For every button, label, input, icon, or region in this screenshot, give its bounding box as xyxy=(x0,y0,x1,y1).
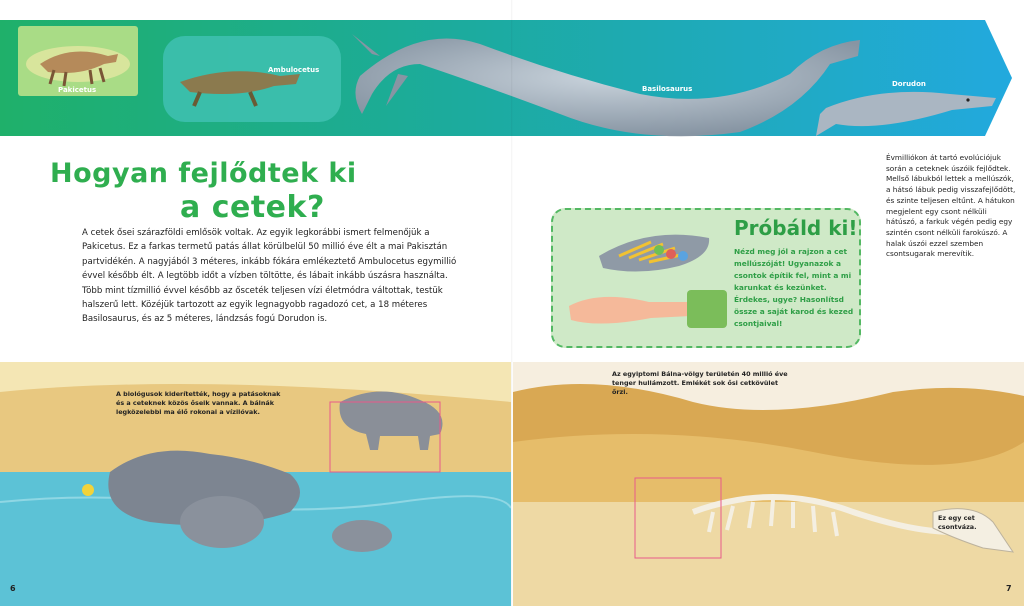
stage-label-basilosaurus: Basilosaurus xyxy=(642,85,693,93)
skeleton-caption: Ez egy cet csontváza. xyxy=(938,514,977,532)
try-it-box xyxy=(551,208,861,348)
valley-caption: Az egyiptomi Bálna-völgy területén 40 millió éve tenger hullámzott. Emlékét sok ősi cetkövület őrzi. xyxy=(612,370,788,397)
sidebar-paragraph: Évmilliókon át tartó evolúciójuk során a ceteknek úszóik fejlődtek. Mellső lábukból lettek a mellúszók, a hátsó lábuk pedig visszafejlődött, és szinte teljesen eltűnt. A hátukon megjelent egy csont nélküli hátúszó, a farkuk végén pedig egy szintén csont nélküli farokúszó. A halak úszói ezzel szemben csontsugarak merevítik. xyxy=(886,153,1016,259)
page-title-line-1: Hogyan fejlődtek ki xyxy=(50,158,357,189)
flipper-bones-illustration xyxy=(559,216,729,346)
book-fold xyxy=(511,0,513,606)
page-title-line-2: a cetek? xyxy=(180,190,325,225)
stage-label-ambulocetus: Ambulocetus xyxy=(268,66,320,74)
hippo-caption: A biológusok kiderítették, hogy a patásoknak és a ceteknek közös őseik vannak. A bálnák legközelebbi ma élő rokonai a vízilóvak. xyxy=(116,390,281,417)
try-it-title: Próbáld ki! xyxy=(734,216,858,240)
stage-label-pakicetus: Pakicetus xyxy=(58,86,97,94)
page-number-left: 6 xyxy=(10,584,16,593)
whale-valley-illustration xyxy=(513,362,1024,606)
page-number-right: 7 xyxy=(1006,584,1012,593)
try-it-text: Nézd meg jól a rajzon a cet mellúszóját! Ugyanazok a csontok építik fel, mint a mi karunkat és kezünket. Érdekes, ugye? Hasonlítsd össze a saját karod és kezed csontjaival! xyxy=(734,247,854,328)
intro-paragraph: A cetek ősei szárazföldi emlősök voltak. Az egyik legkorábbi ismert felmenőjük a Pakicetus. Ez a farkas termetű patás állat körülbelül 50 millió éve élt a mai Pakisztán partvidékén. A nagyjából 3 méteres, inkább fókára emlékeztető Ambulocetus egymillió évvel később élt. A legtöbb időt a vízben töltötte, és lábait inkább úszásra használta. Több mint tízmillió évvel később az ősceték teljesen vízi életmódra váltottak, testük halszerű lett. Közéjük tartozott az egyik legnagyobb ragadozó cet, a 18 méteres Basilosaurus, és az 5 méteres, lándzsás fogú Dorudon is. xyxy=(82,228,457,325)
stage-label-dorudon: Dorudon xyxy=(892,80,926,88)
